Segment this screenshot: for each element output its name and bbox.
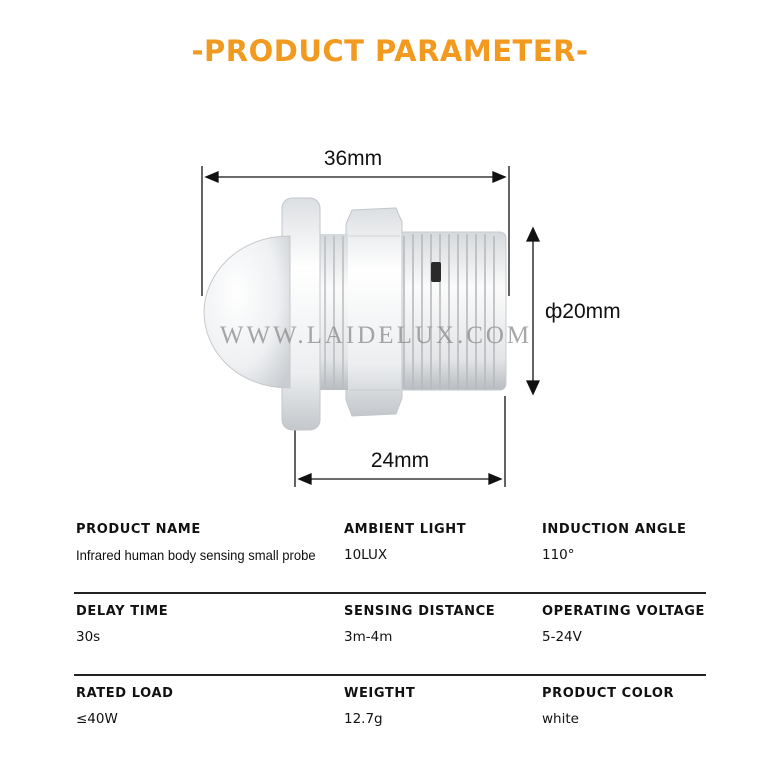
product-dimension-figure — [0, 130, 780, 500]
parameter-row — [74, 594, 706, 676]
parameter-label: INDUCTION ANGLE — [542, 522, 687, 537]
parameter-cell-ambient-light — [344, 512, 466, 563]
parameter-label: OPERATING VOLTAGE — [542, 604, 705, 619]
parameter-value: 30s — [76, 629, 101, 645]
parameter-cell-weight — [344, 676, 415, 727]
page-title: -PRODUCT PARAMETER- — [191, 34, 589, 68]
parameter-value: 12.7g — [344, 711, 383, 727]
parameter-cell-sensing-distance — [344, 594, 495, 645]
parameter-label: DELAY TIME — [76, 604, 169, 619]
parameter-value: 5-24V — [542, 629, 582, 645]
parameter-value: white — [542, 711, 579, 727]
parameter-label: PRODUCT NAME — [76, 522, 201, 537]
parameter-table — [74, 512, 706, 758]
watermark-text: WWW.LAIDELUX.COM — [219, 322, 533, 349]
dimension-right-label: ф20mm — [545, 300, 621, 323]
parameter-row — [74, 512, 706, 594]
dimension-top-label: 36mm — [323, 147, 383, 170]
dimension-bottom-label: 24mm — [370, 449, 430, 472]
parameter-label: SENSING DISTANCE — [344, 604, 496, 619]
parameter-value: 3m-4m — [344, 629, 393, 645]
parameter-label: AMBIENT LIGHT — [344, 522, 467, 537]
parameter-label: WEIGTHT — [344, 686, 416, 701]
parameter-cell-product-name — [76, 512, 334, 563]
parameter-cell-rated-load — [76, 676, 174, 727]
parameter-cell-induction-angle — [542, 512, 687, 563]
parameter-cell-product-color — [542, 676, 674, 727]
parameter-value: 10LUX — [344, 547, 388, 563]
parameter-value: Infrared human body sensing small probe — [76, 547, 316, 563]
parameter-cell-delay-time — [76, 594, 168, 645]
parameter-value: 110° — [542, 547, 575, 563]
parameter-label: PRODUCT COLOR — [542, 686, 675, 701]
parameter-value: ≤40W — [76, 711, 118, 727]
parameter-cell-operating-voltage — [542, 594, 705, 645]
parameter-label: RATED LOAD — [76, 686, 174, 701]
sensor-probe-image — [204, 198, 506, 430]
